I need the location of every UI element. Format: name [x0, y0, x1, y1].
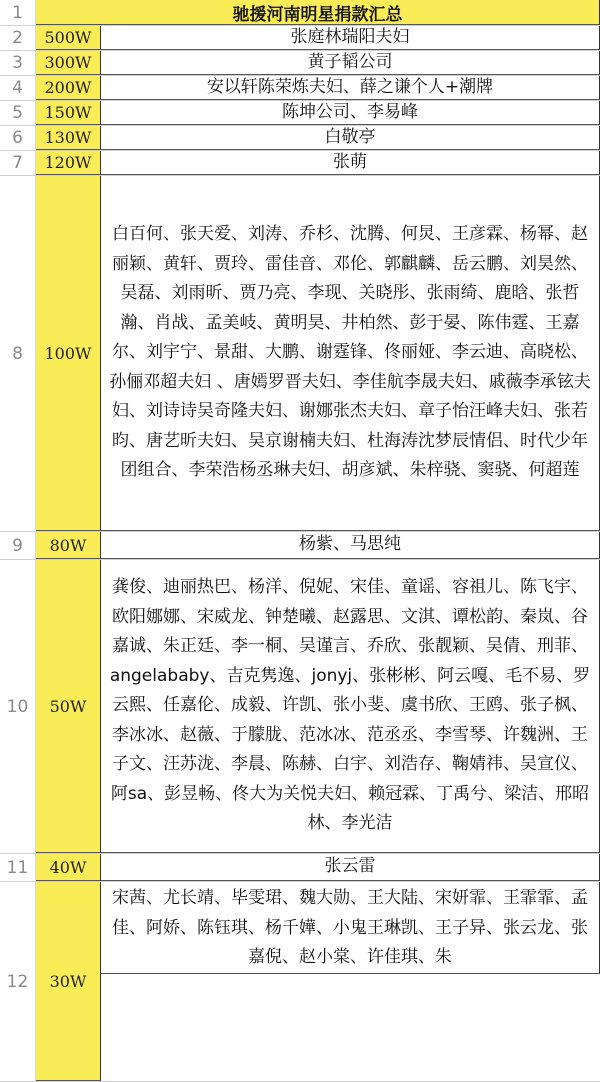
table-row — [0, 882, 600, 1082]
row-number[interactable]: 6 — [0, 126, 36, 150]
names-cell[interactable]: 安以轩陈荣炼夫妇、薛之谦个人+潮牌 — [101, 76, 600, 100]
table-row — [0, 532, 600, 560]
table-row — [0, 26, 600, 51]
amount-cell[interactable]: 130W — [36, 126, 101, 150]
names-cell[interactable]: 张庭林瑞阳夫妇 — [101, 26, 600, 50]
row-number[interactable]: 12 — [0, 882, 36, 1081]
amount-cell[interactable]: 80W — [36, 532, 101, 559]
row-number[interactable]: 5 — [0, 101, 36, 125]
amount-cell[interactable]: 30W — [36, 882, 101, 1081]
amount-cell[interactable]: 300W — [36, 51, 101, 75]
names-cell[interactable]: 黄子韬公司 — [101, 51, 600, 75]
amount-cell[interactable]: 200W — [36, 76, 101, 100]
amount-cell[interactable]: 120W — [36, 151, 101, 175]
table-row — [0, 560, 600, 854]
amount-cell[interactable]: 150W — [36, 101, 101, 125]
names-cell[interactable]: 龚俊、迪丽热巴、杨洋、倪妮、宋佳、童谣、容祖儿、陈飞宇、欧阳娜娜、宋威龙、钟楚曦、赵露思、文淇、谭松韵、秦岚、谷嘉诚、朱正廷、李一桐、吴谨言、乔欣、张靓颖、吴倩、刑菲、angelababy、吉克隽逸、jonyj、张彬彬、阿云嘎、毛不易、罗云熙、任嘉伦、成毅、许凯、张小斐、虞书欣、王鸥、张子枫、李冰冰、赵薇、于朦胧、范冰冰、范丞丞、李雪琴、许魏洲、王子文、汪苏泷、李晨、陈赫、白宇、刘浩存、鞠婧祎、吴宣仪、阿sa、彭昱畅、佟大为关悦夫妇、赖冠霖、丁禹兮、梁洁、邢昭林、李光洁 — [101, 560, 600, 853]
table-row — [0, 176, 600, 532]
row-number[interactable]: 10 — [0, 560, 36, 853]
names-cell[interactable]: 陈坤公司、李易峰 — [101, 101, 600, 125]
row-number[interactable]: 9 — [0, 532, 36, 559]
names-cell[interactable]: 白百何、张天爱、刘涛、乔杉、沈腾、何炅、王彦霖、杨幂、赵丽颖、黄轩、贾玲、雷佳音、邓伦、郭麒麟、岳云鹏、刘昊然、吴磊、刘雨昕、贾乃亮、李现、关晓彤、张雨绮、鹿晗、张哲瀚、肖战、孟美岐、黄明昊、井柏然、彭于晏、陈伟霆、王嘉尔、刘宇宁、景甜、大鹏、谢霆锋、佟丽娅、李云迪、高晓松、孙俪邓超夫妇 、唐嫣罗晋夫妇、李佳航李晟夫妇、戚薇李承铉夫妇、刘诗诗吴奇隆夫妇、谢娜张杰夫妇、章子怡汪峰夫妇、张若昀、唐艺昕夫妇、吴京谢楠夫妇、杜海涛沈梦辰情侣、时代少年团组合、李荣浩杨丞琳夫妇、胡彦斌、朱梓骁、窦骁、何超莲 — [101, 176, 600, 531]
row-number[interactable]: 2 — [0, 26, 36, 50]
table-row — [0, 126, 600, 151]
names-cell[interactable]: 杨紫、马思纯 — [101, 532, 600, 559]
row-number[interactable]: 3 — [0, 51, 36, 75]
row-number[interactable]: 7 — [0, 151, 36, 175]
row-number[interactable]: 4 — [0, 76, 36, 100]
table-row — [0, 101, 600, 126]
table-row — [0, 854, 600, 882]
row-number[interactable]: 11 — [0, 854, 36, 881]
names-cell[interactable]: 张云雷 — [101, 854, 600, 881]
names-cell[interactable]: 宋茜、尤长靖、毕雯珺、魏大勋、王大陆、宋妍霏、王霏霏、孟佳、阿娇、陈钰琪、杨千嬅、小鬼王琳凯、王子异、张云龙、张嘉倪、赵小棠、许佳琪、朱 — [101, 882, 600, 974]
amount-cell[interactable]: 50W — [36, 560, 101, 853]
amount-cell[interactable]: 40W — [36, 854, 101, 881]
amount-cell[interactable]: 500W — [36, 26, 101, 50]
table-row — [0, 151, 600, 176]
table-title[interactable]: 驰援河南明星捐款汇总 — [36, 0, 600, 25]
amount-cell[interactable]: 100W — [36, 176, 101, 531]
row-number[interactable]: 8 — [0, 176, 36, 531]
row-number[interactable]: 1 — [0, 0, 36, 25]
names-cell[interactable]: 张萌 — [101, 151, 600, 175]
names-cell[interactable]: 白敬亭 — [101, 126, 600, 150]
